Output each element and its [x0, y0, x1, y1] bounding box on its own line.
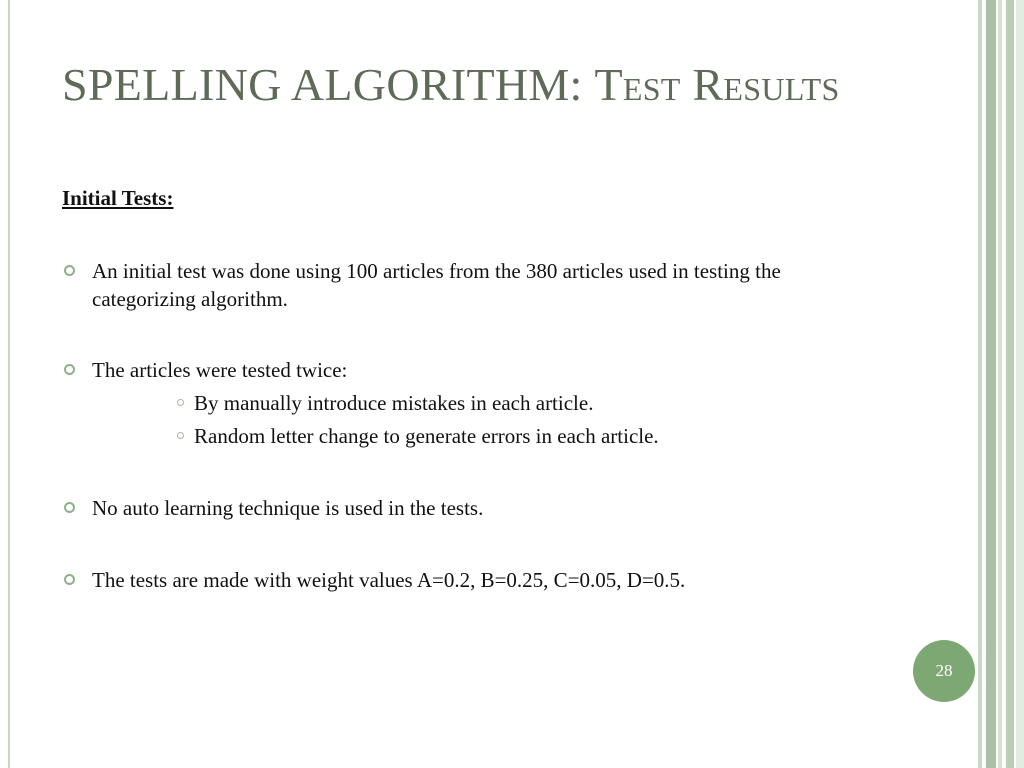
page-number-badge: 28 [913, 640, 975, 702]
section-heading: Initial Tests: [62, 186, 174, 210]
slide-title [62, 58, 840, 111]
bullet-text: The tests are made with weight values A=0.2, B=0.25, C=0.05, D=0.5. [92, 568, 686, 592]
right-decor-stripe [1006, 0, 1014, 768]
bullet-circle-icon [64, 265, 75, 276]
bullet-text: The articles were tested twice: [92, 358, 348, 382]
right-decor-stripe [978, 0, 982, 768]
slide-title-smallcaps: Test Results [594, 59, 840, 110]
bullet-item [92, 566, 882, 594]
sub-bullet-item [194, 422, 894, 450]
left-border-line [8, 0, 10, 768]
sub-bullet-text: By manually introduce mistakes in each article. [194, 391, 594, 415]
bullet-item [92, 494, 882, 522]
sub-bullet-circle-icon [177, 432, 184, 439]
bullet-circle-icon [64, 502, 75, 513]
bullet-item [92, 257, 882, 313]
right-decor-stripe [1016, 0, 1024, 768]
sub-bullet-circle-icon [177, 399, 184, 406]
bullet-item [92, 356, 882, 384]
sub-bullet-item [194, 389, 894, 417]
slide-title-main: SPELLING ALGORITHM: [62, 59, 595, 110]
sub-bullet-text: Random letter change to generate errors in each article. [194, 424, 659, 448]
bullet-circle-icon [64, 364, 75, 375]
right-decor-stripe [986, 0, 996, 768]
right-decor-stripe [998, 0, 1002, 768]
bullet-text: No auto learning technique is used in the tests. [92, 496, 484, 520]
bullet-text: An initial test was done using 100 articles from the 380 articles used in testing the categorizing algorithm. [92, 259, 781, 311]
bullet-circle-icon [64, 574, 75, 585]
